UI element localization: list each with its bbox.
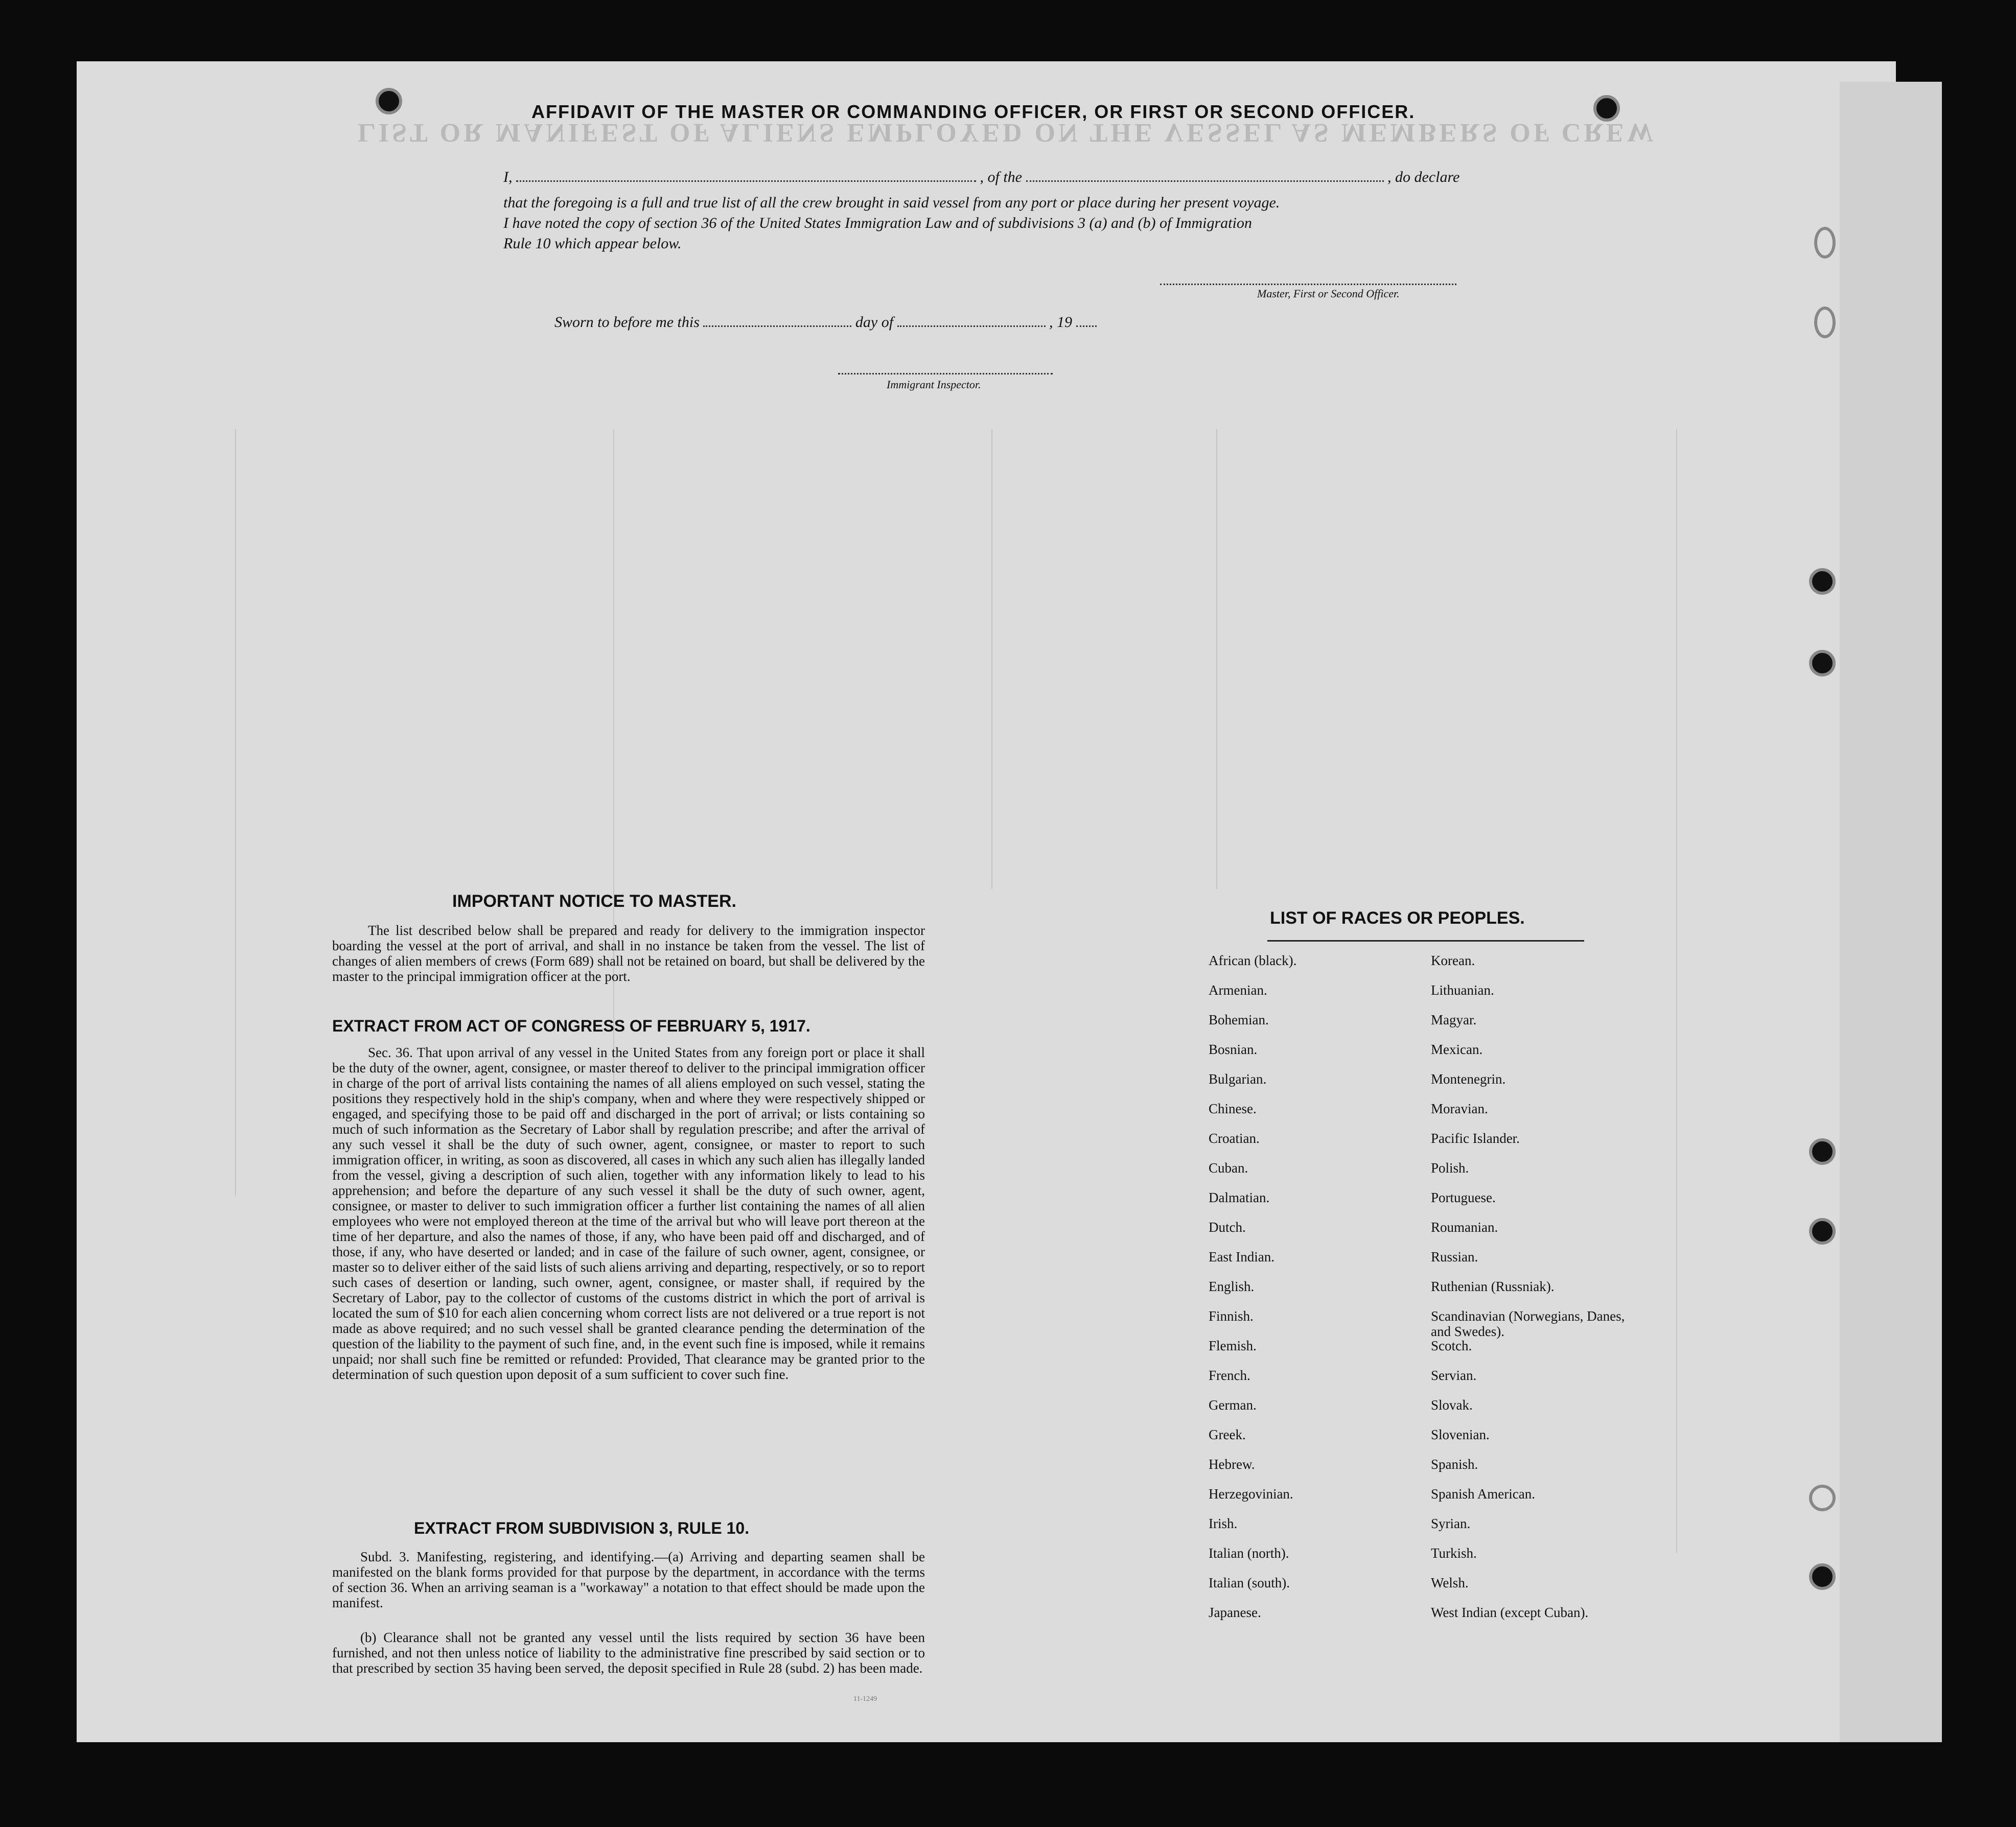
race-item: Slovenian.	[1431, 1427, 1490, 1442]
sworn-year: , 19	[1049, 314, 1073, 331]
affidavit-line-4: Rule 10 which appear below.	[503, 235, 682, 252]
race-item: Italian (south).	[1209, 1575, 1290, 1590]
bleedthrough-title: LIST OR MANIFEST OF ALIENS EMPLOYED ON THE VESSEL AS MEMBERS OF CREW	[358, 118, 1657, 147]
race-item: Hebrew.	[1209, 1457, 1255, 1472]
master-label: Master, First or Second Officer.	[1257, 287, 1400, 300]
race-item: Finnish.	[1209, 1308, 1254, 1324]
sworn-line	[554, 314, 1097, 331]
race-item: Roumanian.	[1431, 1220, 1498, 1235]
race-item: Scandinavian (Norwegians, Danes, and Swedes).	[1431, 1308, 1625, 1339]
race-item: Dutch.	[1209, 1220, 1246, 1235]
extract-rule-body-a: Subd. 3. Manifesting, registering, and identifying.—(a) Arriving and departing seamen shall be manifested on the blank forms provided for that purpose by the department, in accordance with the terms of section 36. When an arriving seaman is a "workaway" a notation to that effect should be made upon the manifest.	[332, 1549, 925, 1610]
race-item: Russian.	[1431, 1249, 1478, 1264]
extract-act-body: Sec. 36. That upon arrival of any vessel in the United States from any foreign port or place it shall be the duty of the owner, agent, consignee, or master thereof to deliver to the principal immigration officer in charge of the port of arrival lists containing the names of all aliens employed on such vessel, stating the positions they respectively hold in the ship's company, when and where they were respectively shipped or engaged, and specifying those to be paid off and discharged in the port of arrival; or lists containing so much of such information as the Secretary of Labor shall by regulation prescribe; and after the arrival of any such vessel it shall be the duty of such owner, agent, consignee, or master to report to such immigration officer, in writing, as soon as discovered, all cases in which any such alien has illegally landed from the vessel, giving a description of such alien, together with any information likely to lead to his apprehension; and before the departure of any such vessel it shall be the duty of such owner, agent, consignee, or master to deliver to such immigration officer a further list containing the names of all alien employees who were not employed thereon at the time of the arrival but who will leave port thereon at the time of her departure, and also the names of those, if any, who have been paid off and discharged, and of those, if any, who have deserted or landed; and in case of the failure of such owner, agent, consignee, or master so to deliver either of the said lists of such aliens arriving and departing, respectively, or so to report such cases of desertion or landing, such owner, agent, consignee, or master shall, if required by the Secretary of Labor, pay to the collector of customs of the customs district in which the port of arrival is located the sum of $10 for each alien concerning whom correct lists are not delivered or a true report is not made as above required; and no such vessel shall be granted clearance pending the determination of the question of the liability to the payment of such fine, and, in the event such fine is imposed, while it remains unpaid; nor shall such fine be remitted or refunded: Provided, That clearance may be granted prior to the determination of such question upon deposit of a sum sufficient to cover such fine.	[332, 1045, 925, 1382]
race-item: African (black).	[1209, 953, 1297, 968]
race-item: French.	[1209, 1368, 1250, 1383]
punch-hole-right-8	[1814, 307, 1836, 338]
race-item: Turkish.	[1431, 1545, 1477, 1561]
bleedthrough-rule	[235, 429, 236, 1196]
race-item: Lithuanian.	[1431, 982, 1494, 998]
race-item: Korean.	[1431, 953, 1475, 968]
master-signature-line[interactable]	[1160, 284, 1456, 285]
race-item: Slovak.	[1431, 1397, 1473, 1413]
affidavit-declare: , do declare	[1387, 169, 1460, 185]
race-item: Syrian.	[1431, 1516, 1471, 1531]
race-item: Bohemian.	[1209, 1012, 1269, 1027]
races-right-column	[1431, 953, 1676, 1634]
race-item: Greek.	[1209, 1427, 1246, 1442]
affidavit-title: AFFIDAVIT OF THE MASTER OR COMMANDING OFFICER, OR FIRST OR SECOND OFFICER.	[531, 101, 1416, 122]
extract-act-title: EXTRACT FROM ACT OF CONGRESS OF FEBRUARY 5, 1917.	[332, 1017, 810, 1035]
punch-hole-right-3	[1809, 1138, 1836, 1165]
race-item: Polish.	[1431, 1160, 1469, 1176]
race-item: Flemish.	[1209, 1338, 1257, 1353]
race-item: Pacific Islander.	[1431, 1131, 1520, 1146]
punch-hole-top-left	[376, 88, 402, 114]
race-item: Irish.	[1209, 1516, 1238, 1531]
race-item: Mexican.	[1431, 1042, 1483, 1057]
races-title: LIST OF RACES OR PEOPLES.	[1270, 908, 1525, 928]
affidavit-declaration-line	[503, 169, 1459, 186]
race-item: Servian.	[1431, 1368, 1477, 1383]
race-item: Italian (north).	[1209, 1545, 1289, 1561]
extract-rule-body-b: (b) Clearance shall not be granted any vessel until the lists required by section 36 have been furnished, and not then unless notice of liability to the administrative fine prescribed by said section or to that prescribed by section 35 having been served, the deposit specified in Rule 28 (subd. 2) has been made.	[332, 1630, 925, 1676]
bleedthrough-rule	[1216, 429, 1217, 889]
races-title-rule	[1267, 940, 1584, 942]
form-number: 11-1249	[853, 1695, 877, 1703]
punch-hole-right-6	[1809, 1485, 1836, 1511]
extract-rule-title: EXTRACT FROM SUBDIVISION 3, RULE 10.	[414, 1519, 750, 1537]
affidavit-of-the: , of the	[980, 169, 1022, 185]
inspector-label: Immigrant Inspector.	[887, 378, 981, 391]
punch-hole-right-1	[1809, 568, 1836, 595]
race-item: Croatian.	[1209, 1131, 1260, 1146]
race-item: English.	[1209, 1279, 1255, 1294]
sworn-day-of: day of	[855, 314, 894, 331]
race-item: West Indian (except Cuban).	[1431, 1605, 1589, 1620]
race-item: East Indian.	[1209, 1249, 1275, 1264]
race-item: Dalmatian.	[1209, 1190, 1270, 1205]
race-item: Magyar.	[1431, 1012, 1477, 1027]
sworn-year-blank[interactable]	[1076, 322, 1097, 327]
punch-hole-right-7	[1814, 227, 1836, 259]
name-blank[interactable]	[516, 177, 976, 182]
affidavit-line-2: that the foregoing is a full and true list of all the crew brought in said vessel from any port or place during her present voyage.	[503, 194, 1280, 211]
race-item: German.	[1209, 1397, 1257, 1413]
punch-hole-right-5	[1809, 1563, 1836, 1590]
race-item: Chinese.	[1209, 1101, 1257, 1116]
race-item: Herzegovinian.	[1209, 1486, 1293, 1502]
race-item: Montenegrin.	[1431, 1071, 1506, 1087]
races-left-column	[1209, 953, 1423, 1634]
page-edge-stack	[1840, 82, 1942, 1742]
affidavit-line-3: I have noted the copy of section 36 of the United States Immigration Law and of subdivisions 3 (a) and (b) of Immigration	[503, 215, 1252, 231]
sworn-month-blank[interactable]	[897, 322, 1046, 327]
sworn-text: Sworn to before me this	[554, 314, 700, 331]
sworn-day-blank[interactable]	[703, 322, 851, 327]
race-item: Japanese.	[1209, 1605, 1261, 1620]
punch-hole-right-2	[1809, 650, 1836, 676]
race-item: Bosnian.	[1209, 1042, 1258, 1057]
inspector-signature-line[interactable]	[838, 373, 1053, 374]
bleedthrough-rule	[1676, 429, 1677, 1553]
race-item: Welsh.	[1431, 1575, 1469, 1590]
race-item: Armenian.	[1209, 982, 1267, 998]
race-item: Spanish.	[1431, 1457, 1478, 1472]
vessel-blank[interactable]	[1026, 177, 1384, 182]
affidavit-i: I,	[503, 169, 513, 185]
punch-hole-right-4	[1809, 1218, 1836, 1245]
race-item: Bulgarian.	[1209, 1071, 1267, 1087]
race-item: Portuguese.	[1431, 1190, 1496, 1205]
race-item: Spanish American.	[1431, 1486, 1535, 1502]
race-item: Cuban.	[1209, 1160, 1248, 1176]
notice-title: IMPORTANT NOTICE TO MASTER.	[452, 892, 736, 911]
notice-body: The list described below shall be prepared and ready for delivery to the immigration inspector boarding the vessel at the port of arrival, and shall in no instance be taken from the vessel. The list of changes of alien members of crews (Form 689) shall not be retained on board, but shall be delivered by the master to the principal immigration officer at the port.	[332, 923, 925, 984]
race-item: Ruthenian (Russniak).	[1431, 1279, 1555, 1294]
race-item: Scotch.	[1431, 1338, 1472, 1353]
bleedthrough-rule	[991, 429, 992, 889]
race-item: Moravian.	[1431, 1101, 1488, 1116]
